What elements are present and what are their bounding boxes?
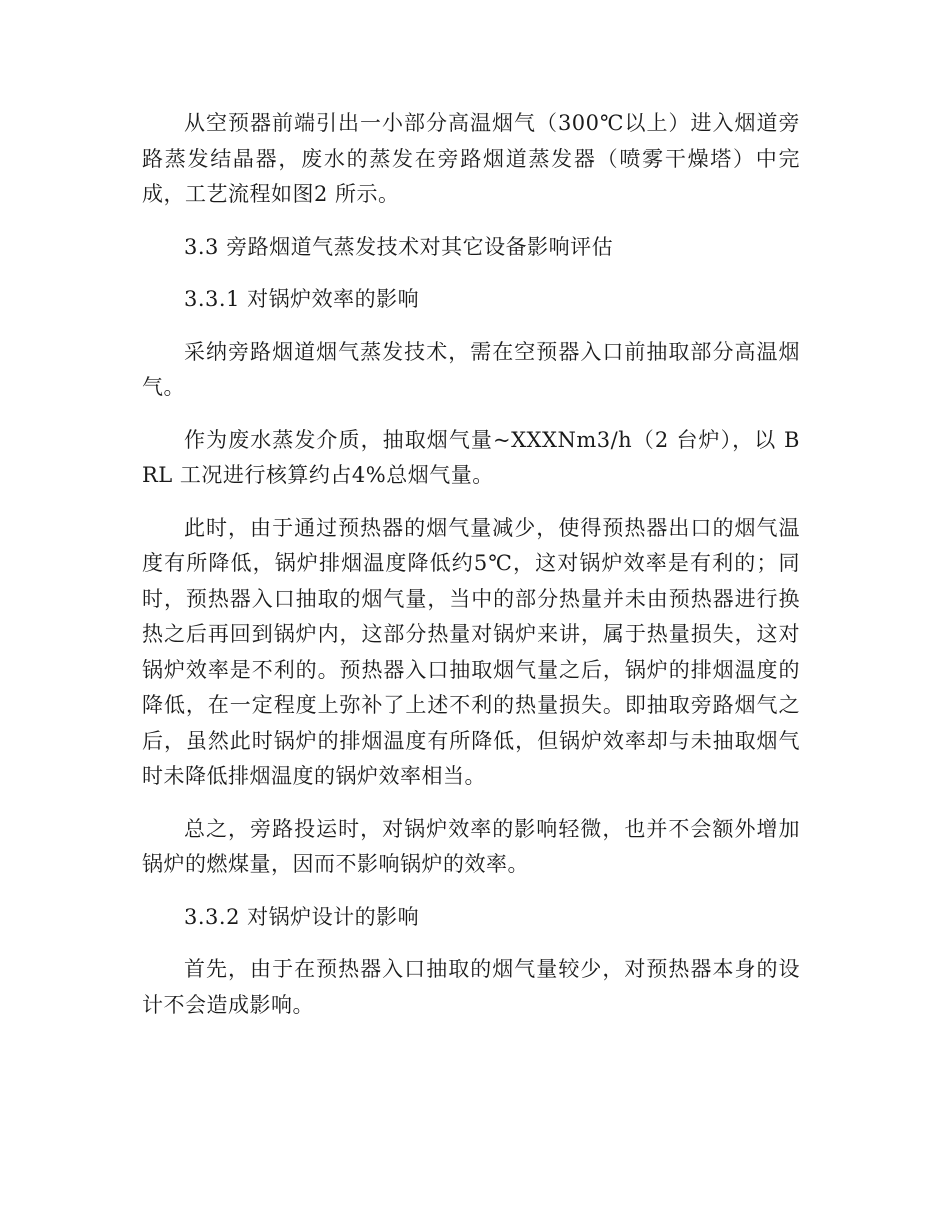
subsection-heading-3-3-1: 3.3.1 对锅炉效率的影响 <box>184 287 420 311</box>
section-heading-3-3: 3.3 旁路烟道气蒸发技术对其它设备影响评估 <box>184 234 614 259</box>
paragraph-bypass-flue-intro: 从空预器前端引出一小部分高温烟气（300℃以上）进入烟道旁路蒸发结晶器，废水的蒸发在旁路烟道蒸发器（喷雾干燥塔）中完成，工艺流程如图2 所示。 <box>142 111 800 206</box>
paragraph-summary: 总之，旁路投运时，对锅炉效率的影响轻微，也并不会额外增加锅炉的燃煤量，因而不影响锅炉的效率。 <box>142 816 800 876</box>
paragraph-adopt-technique: 采纳旁路烟道烟气蒸发技术，需在空预器入口前抽取部分高温烟气。 <box>142 339 800 399</box>
paragraph-preheater-design: 首先，由于在预热器入口抽取的烟气量较少，对预热器本身的设计不会造成影响。 <box>142 957 800 1017</box>
paragraph-flue-gas-volume: 作为废水蒸发介质，抽取烟气量~XXXNm3/h（2 台炉），以 BRL 工况进行核算约占4%总烟气量。 <box>142 427 800 487</box>
paragraph-efficiency-analysis: 此时，由于通过预热器的烟气量减少，使得预热器出口的烟气温度有所降低，锅炉排烟温度降低约5℃，这对锅炉效率是有利的；同时，预热器入口抽取的烟气量，当中的部分热量并未由预热器进行换热之后再回到锅炉内，这部分热量对锅炉来讲，属于热量损失，这对锅炉效率是不利的。预热器入口抽取烟气量之后，锅炉的排烟温度的降低，在一定程度上弥补了上述不利的热量损失。即抽取旁路烟气之后，虽然此时锅炉的排烟温度有所降低，但锅炉效率却与未抽取烟气时未降低排烟温度的锅炉效率相当。 <box>142 515 800 788</box>
subsection-heading-3-3-2: 3.3.2 对锅炉设计的影响 <box>184 904 420 929</box>
